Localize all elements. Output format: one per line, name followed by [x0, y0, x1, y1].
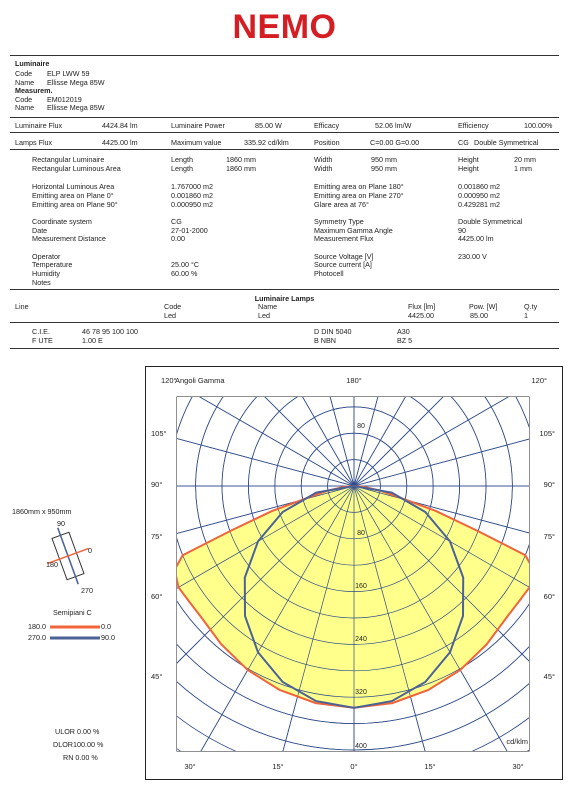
luminaire-heading: Luminaire: [15, 59, 50, 68]
radial-tick-label: 400: [355, 743, 367, 750]
lamps-header-qty: Q.ty: [524, 302, 538, 311]
efficiency-value: 100.00%: [524, 121, 553, 130]
source-voltage-label: Source Voltage [V]: [314, 252, 374, 261]
name-label: Name: [15, 103, 35, 112]
max-gamma-value: 90: [458, 226, 466, 235]
din-value: A30: [397, 327, 410, 336]
angle-label-r90: 90°: [543, 480, 555, 489]
coordinate-system-label: Coordinate system: [32, 217, 92, 226]
angle-label-l75: 75°: [151, 532, 163, 541]
emitting-180-label: Emitting area on Plane 180°: [314, 182, 404, 191]
ulor-value: ULOR 0.00 %: [55, 727, 100, 736]
cg-value: Double Symmetrical: [474, 138, 539, 147]
divider: [10, 149, 559, 150]
c0-right-label: 0.0: [101, 622, 111, 631]
angle-180-label: 180: [46, 560, 58, 569]
angle-0-label: 0: [88, 546, 92, 555]
rect-luminaire-width: 950 mm: [371, 155, 397, 164]
measurement-distance-label: Measurement Distance: [32, 234, 106, 243]
emitting-270-label: Emitting area on Plane 270°: [314, 191, 404, 200]
emitting-180-value: 0.001860 m2: [458, 182, 500, 191]
luminaire-power-label: Luminaire Power: [171, 121, 225, 130]
angle-label-b15r: 15°: [424, 762, 436, 771]
unit-label: cd/klm: [506, 737, 528, 746]
emitting-0-label: Emitting area on Plane 0°: [32, 191, 114, 200]
orientation-diagram: [30, 516, 110, 596]
divider: [10, 289, 559, 290]
emitting-270-value: 0.000950 m2: [458, 191, 500, 200]
measurement-name: Ellisse Mega 85W: [47, 103, 105, 112]
divider: [10, 322, 559, 323]
symmetry-type-value: Double Symmetrical: [458, 217, 523, 226]
efficacy-label: Efficacy: [314, 121, 340, 130]
symmetry-type-label: Symmetry Type: [314, 217, 364, 226]
divider: [10, 132, 559, 133]
divider: [10, 117, 559, 118]
width-label: Width: [314, 155, 333, 164]
maximum-value-label: Maximum value: [171, 138, 222, 147]
code-label: Code: [15, 95, 33, 104]
radial-tick-label: 80: [357, 423, 365, 430]
lamp-flux: 4425.00: [408, 311, 434, 320]
c90-right-label: 90.0: [101, 633, 115, 642]
measurement-code: EM012019: [47, 95, 82, 104]
polar-chart: [145, 366, 563, 780]
measurement-distance-value: 0.00: [171, 234, 185, 243]
luminaire-dimensions: 1860mm x 950mm: [12, 507, 72, 516]
angle-label-top_center: 180°: [346, 376, 362, 385]
code-label: Code: [15, 69, 33, 78]
rect-area-height: 1 mm: [514, 164, 532, 173]
din-label: D DIN 5040: [314, 327, 352, 336]
height-label: Height: [458, 155, 479, 164]
lamps-flux-label: Lamps Flux: [15, 138, 53, 147]
angle-label-b30r: 30°: [512, 762, 524, 771]
lamps-header-pow: Pow. [W]: [469, 302, 498, 311]
rect-area-length: 1860 mm: [226, 164, 256, 173]
brand-logo: NEMO: [232, 8, 337, 46]
angle-label-top_right: 120°: [531, 376, 547, 385]
temperature-value: 25.00 °C: [171, 260, 200, 269]
angle-label-r45: 45°: [543, 672, 555, 681]
emitting-90-label: Emitting area on Plane 90°: [32, 200, 118, 209]
length-label: Length: [171, 155, 193, 164]
divider: [10, 55, 559, 56]
lamps-header-code: Code: [164, 302, 182, 311]
angle-label-r105: 105°: [539, 429, 555, 438]
semipiani-title: Semipiani C: [53, 608, 92, 617]
luminaire-code: ELP LWW 59: [47, 69, 90, 78]
horizontal-area-value: 1.767000 m2: [171, 182, 213, 191]
radial-tick-label: 80: [357, 530, 365, 537]
lamps-header-name: Name: [258, 302, 278, 311]
horizontal-area-label: Horizontal Luminous Area: [32, 182, 115, 191]
c0-left-label: 180.0: [28, 622, 46, 631]
lamp-power: 85.00: [470, 311, 488, 320]
measurement-flux-label: Measurement Flux: [314, 234, 374, 243]
photocell-label: Photocell: [314, 269, 344, 278]
angle-label-l60: 60°: [151, 592, 163, 601]
length-label: Length: [171, 164, 193, 173]
maximum-value: 335.92 cd/klm: [244, 138, 289, 147]
angle-90-label: 90: [57, 519, 65, 528]
radial-tick-label: 160: [355, 583, 367, 590]
angle-label-b15l: 15°: [272, 762, 284, 771]
position-value: C=0.00 G=0.00: [370, 138, 420, 147]
name-label: Name: [15, 78, 35, 87]
lamps-flux-value: 4425.00 lm: [102, 138, 138, 147]
angle-label-b0: 0°: [350, 762, 358, 771]
rect-area-label: Rectangular Luminous Area: [32, 164, 121, 173]
luminaire-power-value: 85.00 W: [255, 121, 282, 130]
rn-value: RN 0.00 %: [63, 753, 98, 762]
c90-legend-line: [50, 634, 100, 642]
chart-title: Angoli Gamma: [175, 376, 225, 385]
emitting-90-value: 0.000950 m2: [171, 200, 213, 209]
height-label: Height: [458, 164, 479, 173]
angle-label-l90: 90°: [151, 480, 163, 489]
position-label: Position: [314, 138, 340, 147]
angle-label-r75: 75°: [543, 532, 555, 541]
glare-area-value: 0.429281 m2: [458, 200, 500, 209]
angle-label-top_left: 120°: [161, 376, 177, 385]
angle-270-label: 270: [81, 586, 93, 595]
lamps-header-flux: Flux [lm]: [408, 302, 436, 311]
temperature-label: Temperature: [32, 260, 73, 269]
max-gamma-label: Maximum Gamma Angle: [314, 226, 393, 235]
rect-luminaire-length: 1860 mm: [226, 155, 256, 164]
angle-label-l105: 105°: [151, 429, 167, 438]
dlor-value: DLOR100.00 %: [53, 740, 104, 749]
glare-area-label: Glare area at 76°: [314, 200, 369, 209]
measurement-flux-value: 4425.00 lm: [458, 234, 494, 243]
luminaire-flux-value: 4424.84 lm: [102, 121, 138, 130]
fute-value: 1.00 E: [82, 336, 103, 345]
lamp-name: Led: [258, 311, 270, 320]
efficacy-value: 52.06 lm/W: [375, 121, 412, 130]
radial-tick-label: 320: [355, 689, 367, 696]
angle-label-r60: 60°: [543, 592, 555, 601]
angle-label-b30l: 30°: [184, 762, 196, 771]
cie-label: C.I.E.: [32, 327, 50, 336]
fute-label: F UTE: [32, 336, 53, 345]
width-label: Width: [314, 164, 333, 173]
date-value: 27-01-2000: [171, 226, 208, 235]
divider: [10, 348, 559, 349]
c0-legend-line: [50, 623, 100, 631]
humidity-label: Humidity: [32, 269, 60, 278]
angle-label-l45: 45°: [151, 672, 163, 681]
efficiency-label: Efficiency: [458, 121, 489, 130]
nbn-value: BZ 5: [397, 336, 413, 345]
rect-luminaire-label: Rectangular Luminaire: [32, 155, 105, 164]
luminaire-flux-label: Luminaire Flux: [15, 121, 63, 130]
coordinate-system-value: CG: [171, 217, 182, 226]
date-label: Date: [32, 226, 48, 235]
radial-tick-label: 240: [355, 636, 367, 643]
notes-label: Notes: [32, 278, 51, 287]
lamps-title: Luminaire Lamps: [254, 294, 315, 303]
operator-label: Operator: [32, 252, 61, 261]
nbn-label: B NBN: [314, 336, 336, 345]
source-voltage-value: 230.00 V: [458, 252, 487, 261]
rect-area-width: 950 mm: [371, 164, 397, 173]
humidity-value: 60.00 %: [171, 269, 198, 278]
emitting-0-value: 0.001860 m2: [171, 191, 213, 200]
lamps-header-line: Line: [15, 302, 29, 311]
measurement-heading: Measurem.: [15, 86, 53, 95]
lamp-qty: 1: [524, 311, 528, 320]
cg-label: CG: [458, 138, 469, 147]
rect-luminaire-height: 20 mm: [514, 155, 536, 164]
source-current-label: Source current [A]: [314, 260, 372, 269]
lamp-code: Led: [164, 311, 176, 320]
cie-values: 46 78 95 100 100: [82, 327, 138, 336]
luminaire-name: Ellisse Mega 85W: [47, 78, 105, 87]
c90-left-label: 270.0: [28, 633, 46, 642]
